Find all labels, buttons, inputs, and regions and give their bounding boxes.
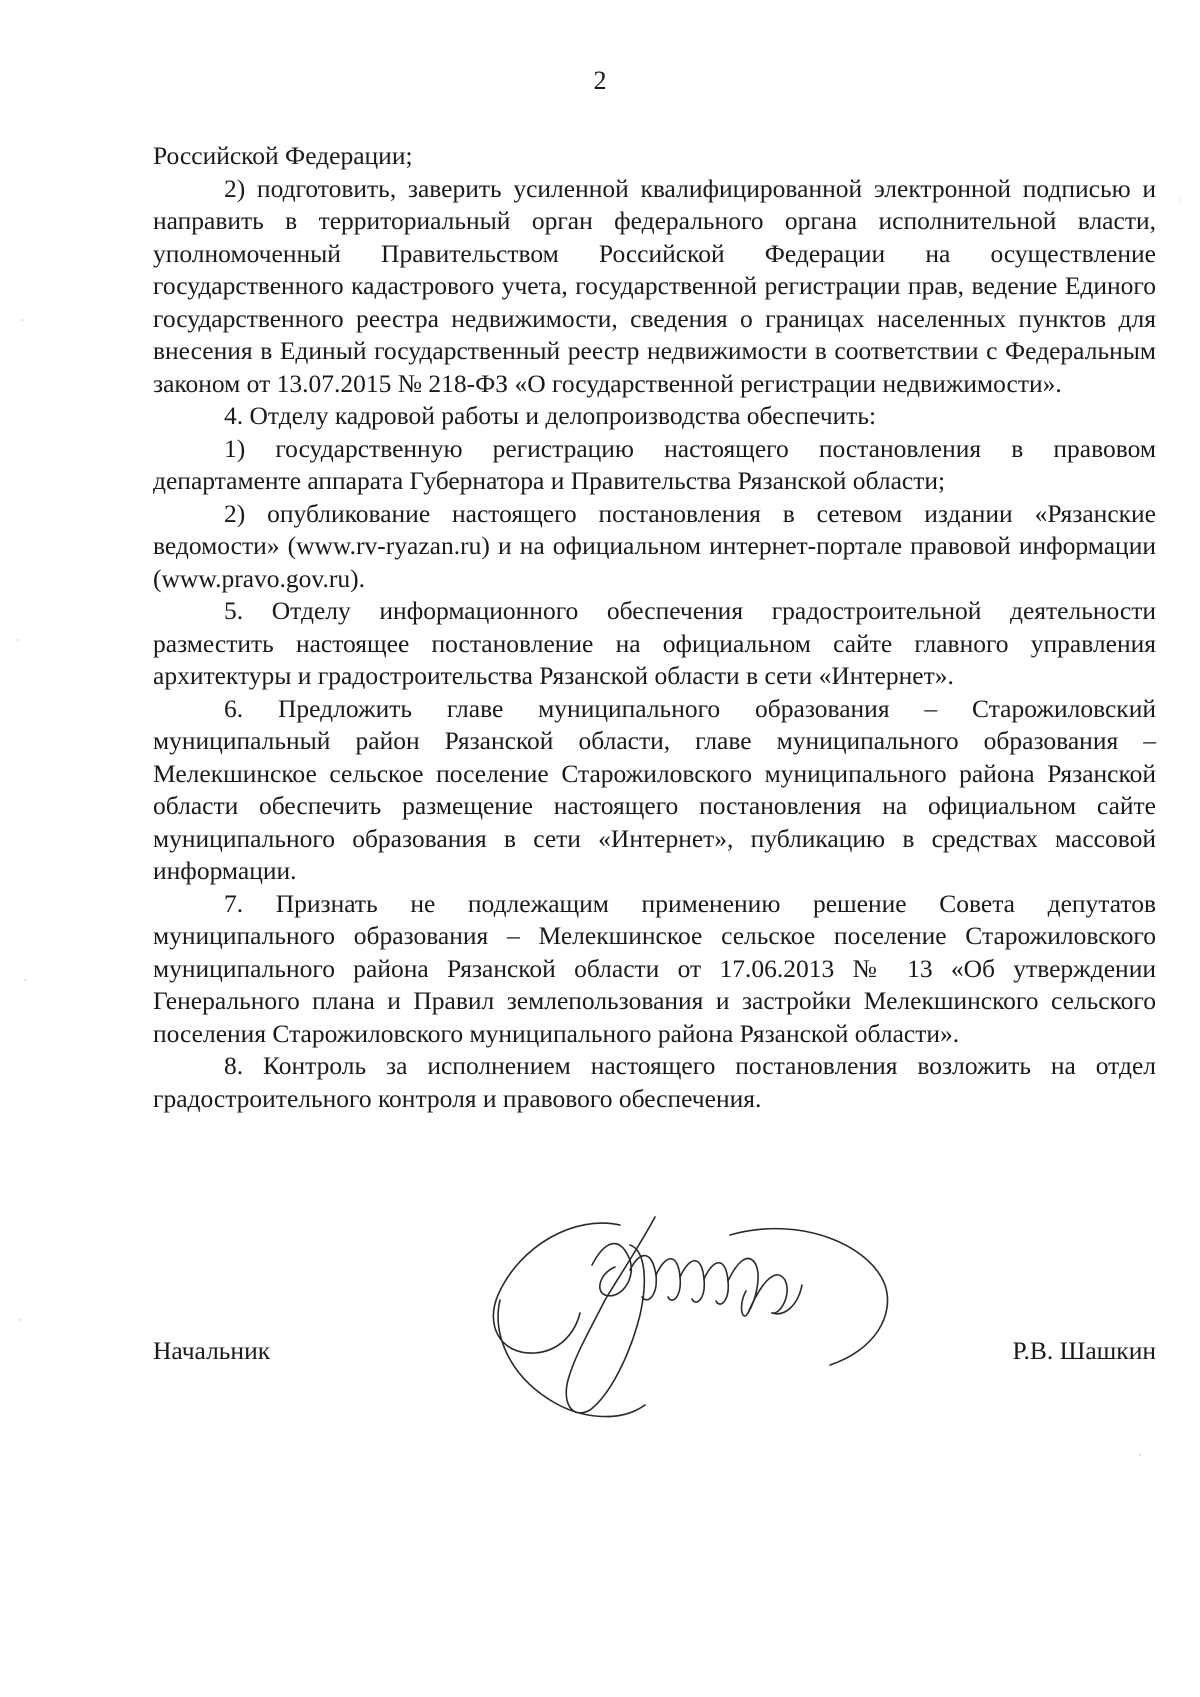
paragraph-subitem-1-registration: 1) государственную регистрацию настоящего постановления в правовом департаменте аппарата Губернатора и Правительства Рязанской области; [153,433,1156,495]
paragraph-subitem-2-publication: 2) опубликование настоящего постановления в сетевом издании «Рязанские ведомости» (www.rv-ryazan.ru) и на официальном интернет-портале правовой информации (www.pravo.gov.ru). [153,498,1156,593]
paragraph-item-6: 6. Предложить главе муниципального образования – Старожиловский муниципальный район Рязанской области, главе муниципального образования – Мелекшинское сельское поселение Старожиловского муниципального района Рязанской области обеспечить размещение настоящего постановления на официальном сайте муниципального образования в сети «Интернет», публикацию в средствах массовой информации. [153,693,1156,885]
document-body [153,140,1156,1115]
paragraph-item-4: 4. Отделу кадровой работы и делопроизводства обеспечить: [224,401,877,430]
page-number: 2 [593,66,607,95]
signatory-name: Р.В. Шашкин [1012,1336,1156,1365]
handwritten-signature [480,1205,920,1445]
signature-block [153,1335,1156,1375]
paragraph-item-7: 7. Признать не подлежащим применению решение Совета депутатов муниципального образования – Мелекшинское сельское поселение Старожиловского муниципального района Рязанской области от 17.06.2013 № 13 «Об утверждении Генерального плана и Правил землепользования и застройки Мелекшинского сельского поселения Старожиловского муниципального района Рязанской области». [153,888,1156,1048]
paragraph-continuation: Российской Федерации; [153,141,413,170]
paragraph-item-8: 8. Контроль за исполнением настоящего постановления возложить на отдел градостроительного контроля и правового обеспечения. [153,1051,1156,1113]
paragraph-item-5: 5. Отделу информационного обеспечения градостроительной деятельности разместить настоящее постановление на официальном сайте главного управления архитектуры и градостроительства Рязанской области в сети «Интернет». [153,596,1156,690]
paragraph-subitem-2-registry: 2) подготовить, заверить усиленной квалифицированной электронной подписью и направить в территориальный орган федерального органа исполнительной власти, уполномоченный Правительством Российской Федерации на осуществление государственного кадастрового учета, государственной регистрации прав, ведение Единого государственного реестра недвижимости, сведения о границах населенных пунктов для внесения в Единый государственный реестр недвижимости в соответствии с Федеральным законом от 13.07.2015 № 218-ФЗ «О государственной регистрации недвижимости». [153,173,1156,398]
signatory-position: Начальник [153,1336,271,1365]
